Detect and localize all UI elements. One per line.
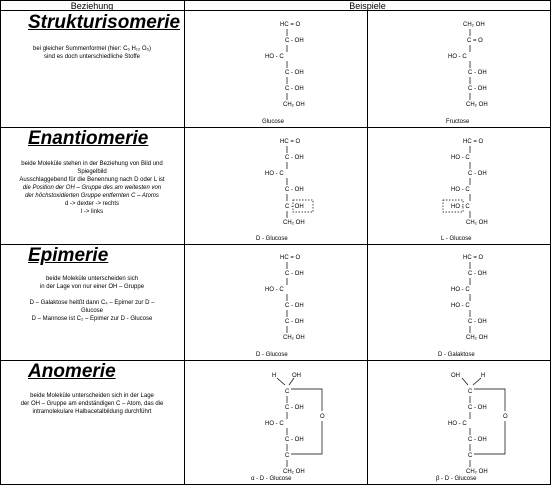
formula-line: H: [481, 373, 486, 379]
formula-line: CH₂ OH: [463, 22, 485, 28]
formula-line: C - OH: [285, 319, 304, 325]
formula-line: CH₂ OH: [283, 102, 305, 108]
formula-beta-d-glucose: [448, 373, 508, 475]
formula-line: CH₂ OH: [466, 220, 488, 226]
row-title: Epimerie: [28, 245, 109, 266]
formula-line: HC = O: [463, 255, 484, 261]
formula-line: C - OH: [468, 319, 487, 325]
row-description: beide Moleküle unterscheiden sich in der Lage von nur einer OH – Gruppe D – Galaktose heitßt dann C₄ – Epimer zur D – Glucose D – Mannose ist C₂ – Epimer zur D - Glucose: [29, 276, 155, 322]
caption-glucose: Glucose: [262, 119, 285, 125]
caption-beta-d-glucose: β - D - Glucose: [436, 476, 477, 482]
caption-fructose: Fructose: [446, 119, 470, 125]
formula-line: HO - C: [451, 287, 470, 293]
caption-alpha-d-glucose: α - D - Glucose: [251, 476, 292, 482]
row-description: beide Moleküle stehen in der Beziehung von Bild und Spiegelbild Ausschlaggebend für die Benennung nach D oder L ist die Position der OH – Gruppe des am weitesten von der höchstoxidierten Gruppe entfernten C – Atoms d -> dexter -> rechts l -> links: [19, 161, 165, 215]
formula-line: HC = O: [280, 139, 301, 145]
formula-line: C - OH: [468, 171, 487, 177]
row-description: beide Moleküle unterscheiden sich in der Lage der OH – Gruppe am endständigen C – Atom, das die intramolekulare Halbacetalbildung durchführt: [20, 393, 164, 415]
formula-line: OH: [451, 373, 460, 379]
formula-line: C: [468, 453, 473, 459]
caption-d-galaktose: D - Galaktose: [438, 352, 475, 358]
formula-line: C - OH: [285, 271, 304, 277]
formula-line: C - OH: [468, 86, 487, 92]
formula-d-glucose: [265, 139, 313, 226]
formula-line: C - OH: [468, 271, 487, 277]
formula-line: CH₂ OH: [283, 335, 305, 341]
formula-line: C: [285, 453, 290, 459]
formula-line: CH₂ OH: [466, 335, 488, 341]
formula-line: C - OH: [285, 70, 304, 76]
formula-line: C - OH: [285, 437, 304, 443]
formula-line: C - OH: [285, 86, 304, 92]
ring-oxygen: O: [503, 414, 508, 420]
formula-line: HO - C: [265, 287, 284, 293]
header-beispiele: Beispiele: [349, 1, 386, 11]
formula-alpha-d-glucose: [265, 373, 325, 475]
formula-line: HO - C: [451, 303, 470, 309]
formula-line: HO - C: [451, 187, 470, 193]
formula-line: CH₂ OH: [283, 220, 305, 226]
formula-line: HO - C: [265, 54, 284, 60]
row-title: Strukturisomerie: [28, 12, 181, 33]
formula-line: H: [272, 373, 277, 379]
formula-line: HO - C: [448, 421, 467, 427]
row-title: Enantiomerie: [28, 128, 149, 149]
row-title: Anomerie: [28, 361, 116, 382]
formula-line: HC = O: [280, 255, 301, 261]
formula-line: C - OH: [285, 405, 304, 411]
formula-atom: C: [285, 389, 290, 395]
ring-oxygen: O: [320, 414, 325, 420]
formula-line: C - OH: [285, 303, 304, 309]
caption-d-glucose: D - Glucose: [256, 236, 288, 242]
formula-line: CH₂ OH: [466, 469, 488, 475]
formula-atom: C: [468, 389, 473, 395]
header-beziehung: Beziehung: [70, 1, 114, 11]
formula-d-galaktose: [451, 255, 488, 341]
formula-line: HO - C: [265, 171, 284, 177]
formula-glucose: [265, 22, 305, 108]
row-description: bei gleicher Summenformel (hier: C₆ H₁₂ O₆) sind es doch unterschiedliche Stoffe: [33, 46, 151, 60]
formula-line: C - OH: [468, 405, 487, 411]
formula-line: HO - C: [448, 54, 467, 60]
caption-d-glucose: D - Glucose: [256, 352, 288, 358]
formula-line: CH₂ OH: [283, 469, 305, 475]
formula-line: C - OH: [285, 204, 304, 210]
formula-line: CH₂ OH: [466, 102, 488, 108]
formula-line: HC = O: [280, 22, 301, 28]
formula-line: C - OH: [285, 155, 304, 161]
formula-line: OH: [292, 373, 301, 379]
caption-l-glucose: L - Glucose: [441, 236, 472, 242]
formula-line: C - OH: [468, 70, 487, 76]
formula-line: C - OH: [285, 38, 304, 44]
formula-line: C = O: [467, 38, 483, 44]
formula-l-glucose: [443, 139, 488, 226]
formula-line: C - OH: [468, 437, 487, 443]
formula-line: HO - C: [265, 421, 284, 427]
formula-fructose: [448, 22, 488, 108]
formula-line: HO - C: [451, 155, 470, 161]
formula-line: C - OH: [285, 187, 304, 193]
formula-line: HO - C: [451, 204, 470, 210]
formula-d-glucose-epimer: [265, 255, 305, 341]
formula-line: HC = O: [463, 139, 484, 145]
